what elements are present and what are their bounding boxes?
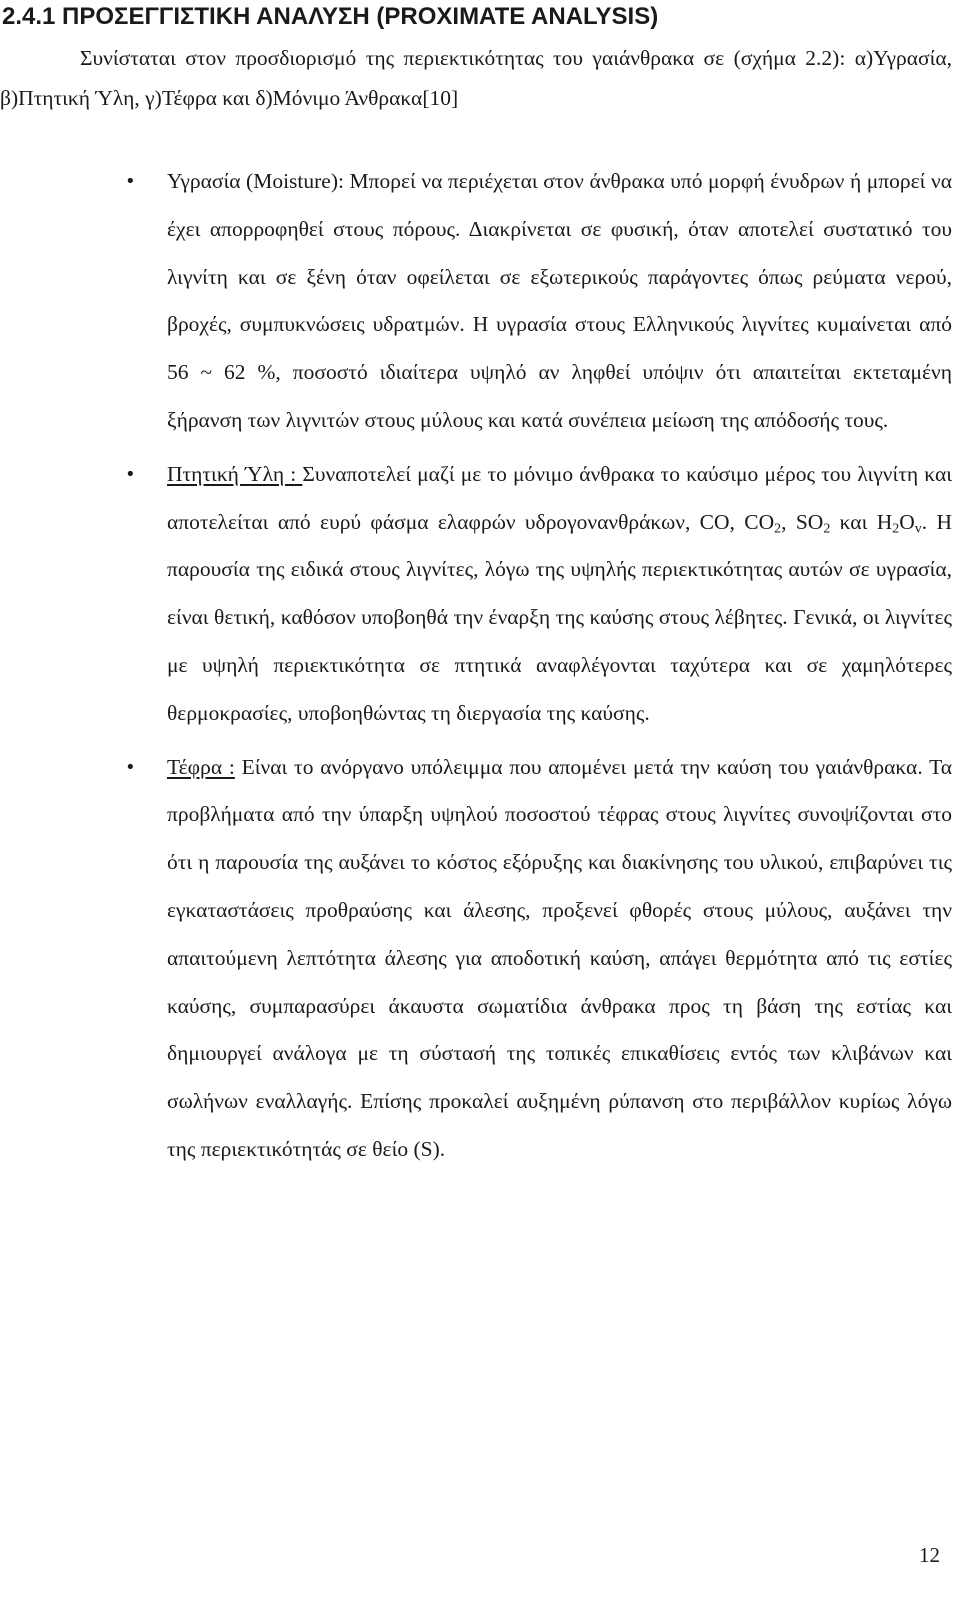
volatile-sub-a: 2 (774, 521, 782, 537)
volatile-text-b: , SO (781, 509, 824, 534)
bullet-ash (0, 744, 952, 1174)
section-heading: 2.4.1 ΠΡΟΣΕΓΓΙΣΤΙΚΗ ΑΝΑΛΥΣΗ (PROXIMATE ANALYSIS) (2, 3, 659, 30)
bullet-volatile-matter (0, 451, 952, 738)
ash-term: Τέφρα : (167, 754, 235, 779)
volatile-term: Πτητική Ύλη : (167, 461, 303, 486)
volatile-sub-d: v (914, 521, 922, 537)
bullet-moisture (0, 158, 952, 445)
volatile-text-d: O (899, 509, 915, 534)
volatile-text-a: Συναποτελεί μαζί με το μόνιμο άνθρακα το καύσιμο μέρος του λιγνίτη και αποτελείται από ευρύ φάσμα ελαφρών υδρογονανθράκων, CO, CO (167, 461, 953, 534)
bullet-icon: • (125, 171, 136, 192)
intro-paragraph: Συνίσταται στον προσδιορισμό της περιεκτικότητας του γαιάνθρακα σε (σχήμα 2.2): α)Υγρασία, β)Πτητική Ύλη, γ)Τέφρα και δ)Μόνιμο Άνθρακα[10] (0, 46, 952, 110)
bullet-icon: • (125, 756, 136, 778)
volatile-sub-b: 2 (823, 521, 831, 537)
moisture-text: Μπορεί να περιέχεται στον άνθρακα υπό μορφή ένυδρων ή μπορεί να έχει απορροφηθεί στους πόρους. Διακρίνεται σε φυσική, όταν αποτελεί συστατικό του λιγνίτη και σε ξένη όταν οφείλεται σε εξωτερικούς παράγοντες όπως ρεύματα νερού, βροχές, συμπυκνώσεις υδρατμών. Η υγρασία στους Ελληνικούς λιγνίτες κυμαίνεται από 56 ~ 62 %, ποσοστό ιδιαίτερα υψηλό αν ληφθεί υπόψιν ότι απαιτείται εκτεταμένη ξήρανση των λιγνιτών στους μύλους και κατά συνέπεια μείωση της απόδοσής τους. (167, 169, 952, 432)
volatile-text-e: . Η παρουσία της ειδικά στους λιγνίτες, λόγω της υψηλής περιεκτικότητας αυτών σε υγρασία, είναι θετική, καθόσον υποβοηθά την έναρξη της καύσης στους λέβητες. Γενικά, οι λιγνίτες με υψηλή περιεκτικότητα σε πτητικά αναφλέγονται ταχύτερα και σε χαμηλότερες θερμοκρασίες, υποβοηθώντας τη διεργασία της καύσης. (167, 509, 953, 725)
bullet-icon: • (125, 463, 136, 485)
moisture-term: Υγρασία (Moisture): (167, 169, 344, 193)
volatile-sub-c: 2 (892, 521, 900, 537)
volatile-text-c: και H (830, 509, 893, 534)
bullet-list (0, 158, 952, 1180)
ash-text: Είναι το ανόργανο υπόλειμμα που απομένει μετά την καύση του γαιάνθρακα. Τα προβλήματα από την ύπαρξη υψηλού ποσοστού τέφρας στους λιγνίτες συνοψίζονται στο ότι η παρουσία της αυξάνει το κόστος εξόρυξης και διακίνησης του υλικού, επιβαρύνει τις εγκαταστάσεις προθραύσης και άλεσης, προξενεί φθορές στους μύλους, αυξάνει την απαιτούμενη λεπτότητα άλεσης για αποδοτική καύση, απάγει θερμότητα από τις εστίες καύσης, συμπαρασύρει άκαυστα σωματίδια άνθρακα προς τη βάση της εστίας και δημιουργεί ανάλογα με τη σύστασή της τοπικές επικαθίσεις εντός των κλιβάνων και σωλήνων εναλλαγής. Επίσης προκαλεί αυξημένη ρύπανση στο περιβάλλον κυρίως λόγω της περιεκτικότητάς σε θείο (S). (167, 754, 952, 1161)
page-number: 12 (919, 1543, 940, 1567)
